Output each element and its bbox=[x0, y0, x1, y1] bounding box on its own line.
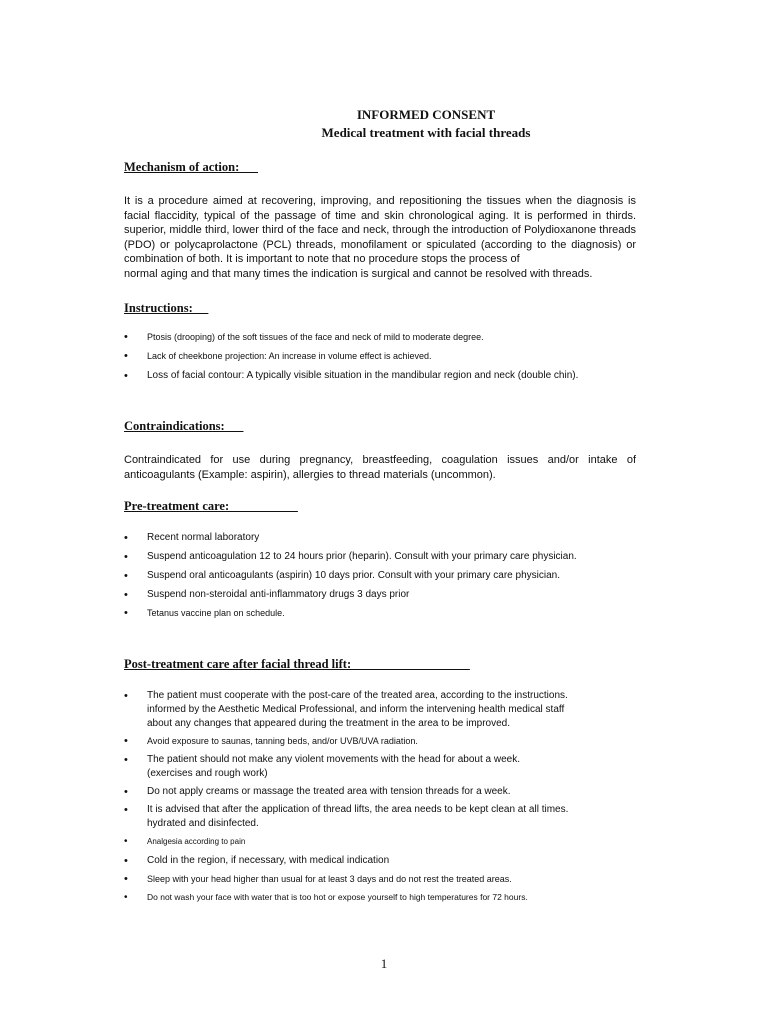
bullet-icon: • bbox=[124, 532, 128, 544]
bullet-icon: • bbox=[124, 836, 128, 847]
list-item-text: Loss of facial contour: A typically visible situation in the mandibular region and neck (double chin). bbox=[147, 370, 579, 381]
list-item bbox=[124, 569, 636, 583]
list-item-text: Ptosis (drooping) of the soft tissues of the face and neck of mild to moderate degree. bbox=[147, 332, 484, 342]
list-item-line: Sleep with your head higher than usual for at least 3 days and do not rest the treated areas. bbox=[147, 874, 512, 884]
list-item bbox=[124, 835, 636, 848]
bullet-icon: • bbox=[124, 370, 128, 382]
bullet-icon: • bbox=[124, 855, 128, 867]
instructions-heading: Instructions: bbox=[124, 301, 209, 315]
posttreatment-heading: Post-treatment care after facial thread lift: bbox=[124, 657, 470, 671]
list-item bbox=[124, 753, 636, 781]
list-item-line: Do not apply creams or massage the treated area with tension threads for a week. bbox=[147, 786, 511, 797]
document-title: INFORMED CONSENT bbox=[356, 107, 496, 122]
bullet-icon: • bbox=[124, 331, 128, 343]
pretreatment-heading: Pre-treatment care: bbox=[124, 499, 298, 513]
list-item-line: The patient should not make any violent movements with the head for about a week. bbox=[147, 754, 520, 765]
contraindications-section bbox=[124, 419, 636, 482]
instructions-section bbox=[124, 301, 636, 383]
posttreatment-list bbox=[124, 689, 636, 904]
list-item bbox=[124, 531, 636, 545]
list-item-line: It is advised that after the application of thread lifts, the area needs to be kept clean at all times. bbox=[147, 804, 569, 815]
list-item-line: (exercises and rough work) bbox=[147, 768, 268, 779]
document-title-block bbox=[0, 107, 768, 141]
instructions-list bbox=[124, 331, 636, 383]
list-item bbox=[124, 785, 636, 799]
bullet-icon: • bbox=[124, 735, 128, 747]
list-item-text: Lack of cheekbone projection: An increase in volume effect is achieved. bbox=[147, 351, 432, 361]
list-item-line: about any changes that appeared during the treatment in the area to be improved. bbox=[147, 718, 511, 729]
list-item bbox=[124, 369, 636, 383]
pretreatment-section bbox=[124, 499, 636, 620]
bullet-icon: • bbox=[124, 350, 128, 362]
mechanism-section bbox=[124, 160, 636, 281]
bullet-icon: • bbox=[124, 804, 128, 816]
list-item-text: Suspend anticoagulation 12 to 24 hours prior (heparin). Consult with your primary care physician. bbox=[147, 551, 577, 562]
bullet-icon: • bbox=[124, 690, 128, 702]
bullet-icon: • bbox=[124, 786, 128, 798]
list-item-line: The patient must cooperate with the post-care of the treated area, according to the instructions. bbox=[147, 690, 568, 701]
list-item bbox=[124, 689, 636, 731]
list-item-text: Suspend oral anticoagulants (aspirin) 10 days prior. Consult with your primary care physician. bbox=[147, 570, 560, 581]
bullet-icon: • bbox=[124, 551, 128, 563]
bullet-icon: • bbox=[124, 892, 128, 903]
bullet-icon: • bbox=[124, 754, 128, 766]
list-item-text: Suspend non-steroidal anti-inflammatory drugs 3 days prior bbox=[147, 589, 410, 600]
pretreatment-list bbox=[124, 531, 636, 620]
list-item bbox=[124, 854, 636, 868]
list-item bbox=[124, 588, 636, 602]
bullet-icon: • bbox=[124, 607, 128, 619]
bullet-icon: • bbox=[124, 589, 128, 601]
list-item-line: Do not wash your face with water that is too hot or expose yourself to high temperatures for 72 hours. bbox=[147, 892, 528, 902]
list-item bbox=[124, 350, 636, 363]
list-item-line: Analgesia according to pain bbox=[147, 837, 246, 846]
list-item bbox=[124, 803, 636, 831]
mechanism-paragraph-end: normal aging and that many times the indication is surgical and cannot be resolved with threads. bbox=[124, 267, 593, 280]
list-item bbox=[124, 331, 636, 344]
page-number: 1 bbox=[380, 956, 388, 971]
document-subtitle: Medical treatment with facial threads bbox=[321, 125, 531, 140]
contraindications-heading: Contraindications: bbox=[124, 419, 244, 433]
posttreatment-section bbox=[124, 657, 636, 904]
bullet-icon: • bbox=[124, 570, 128, 582]
mechanism-heading: Mechanism of action: bbox=[124, 160, 259, 174]
list-item bbox=[124, 607, 636, 620]
list-item bbox=[124, 891, 636, 904]
mechanism-paragraph: It is a procedure aimed at recovering, improving, and repositioning the tissues when the diagnosis is facial flaccidity, typical of the passage of time and skin chronological aging. It is performed in thirds. superior, middle third, lower third of the face and neck, through the introduction of Polydioxanone threads (PDO) or polycaprolactone (PCL) threads, monofilament or spiculated (according to the diagnosis) or combination of both. It is important to note that no procedure stops the process of bbox=[124, 195, 636, 265]
list-item-line: informed by the Aesthetic Medical Professional, and inform the intervening health medical staff bbox=[147, 704, 565, 715]
list-item-line: Avoid exposure to saunas, tanning beds, and/or UVB/UVA radiation. bbox=[147, 736, 418, 746]
list-item bbox=[124, 550, 636, 564]
list-item bbox=[124, 873, 636, 886]
list-item-line: Cold in the region, if necessary, with medical indication bbox=[147, 855, 390, 866]
bullet-icon: • bbox=[124, 873, 128, 885]
list-item bbox=[124, 735, 636, 748]
list-item-text: Tetanus vaccine plan on schedule. bbox=[147, 608, 285, 618]
list-item-text: Recent normal laboratory bbox=[147, 532, 260, 543]
list-item-line: hydrated and disinfected. bbox=[147, 818, 259, 829]
contraindications-paragraph: Contraindicated for use during pregnancy, breastfeeding, coagulation issues and/or intake of anticoagulants (Example: aspirin), allergies to thread materials (uncommon). bbox=[124, 454, 636, 481]
